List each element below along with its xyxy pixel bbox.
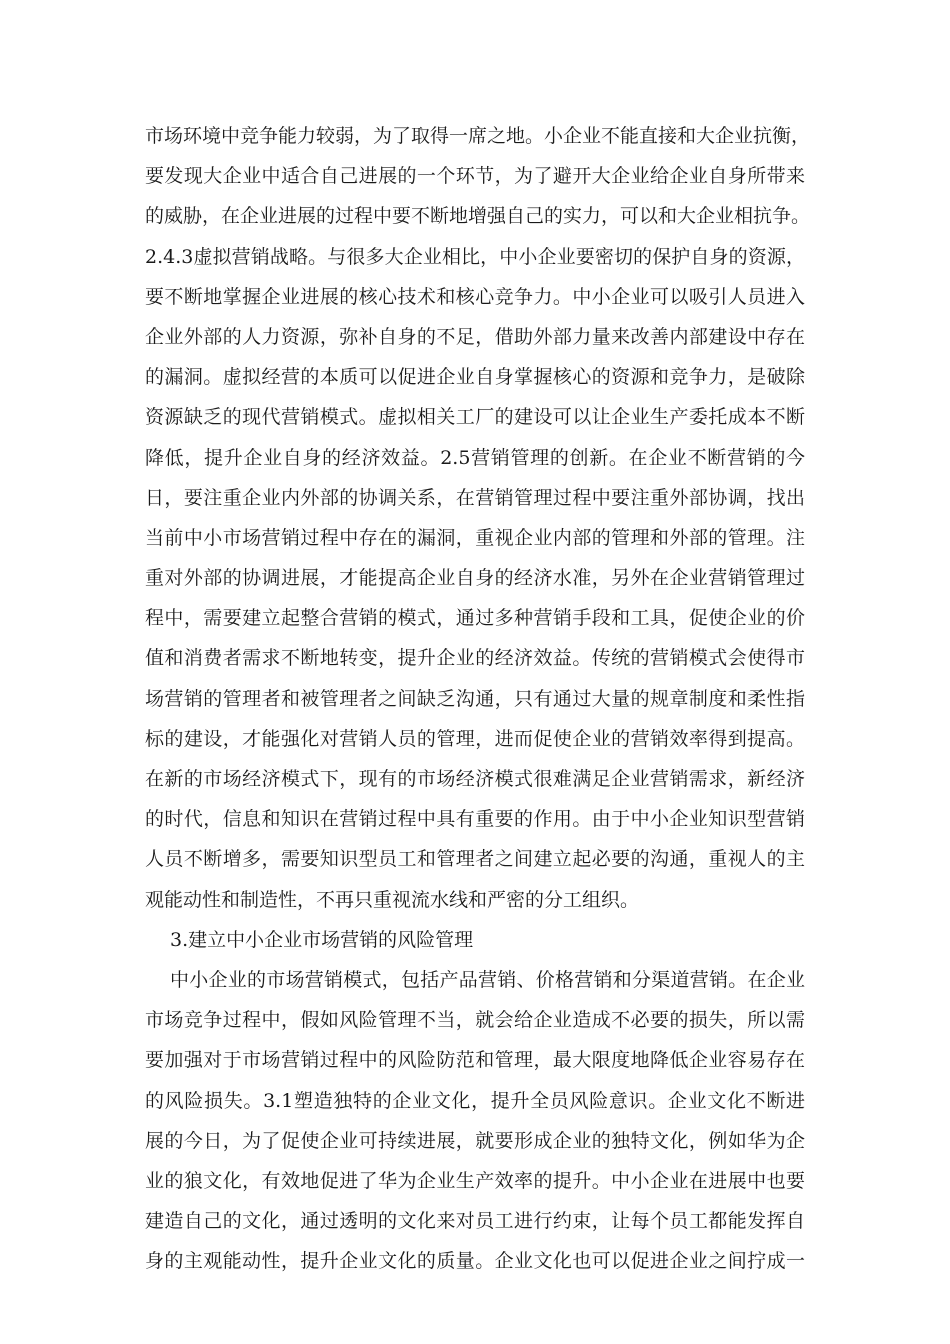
text-line: 日，要注重企业内外部的协调关系，在营销管理过程中要注重外部协调，找出 (145, 486, 805, 509)
text-line: 资源缺乏的现代营销模式。虚拟相关工厂的建设可以让企业生产委托成本不断 (145, 406, 805, 429)
text-line: 要不断地掌握企业进展的核心技术和核心竞争力。中小企业可以吸引人员进入 (145, 285, 805, 308)
text-line: 业的狼文化，有效地促进了华为企业生产效率的提升。中小企业在进展中也要 (145, 1169, 805, 1192)
text-line: 人员不断增多，需要知识型员工和管理者之间建立起必要的沟通，重视人的主 (145, 848, 805, 871)
text-line: 的漏洞。虚拟经营的本质可以促进企业自身掌握核心的资源和竞争力，是破除 (145, 366, 805, 389)
text-line: 场营销的管理者和被管理者之间缺乏沟通，只有通过大量的规章制度和柔性指 (145, 687, 805, 710)
text-line: 观能动性和制造性，不再只重视流水线和严密的分工组织。 (145, 888, 640, 911)
text-line: 市场竞争过程中，假如风险管理不当，就会给企业造成不必要的损失，所以需 (145, 1009, 805, 1032)
text-line: 企业外部的人力资源，弥补自身的不足，借助外部力量来改善内部建设中存在 (145, 325, 805, 348)
text-line: 程中，需要建立起整合营销的模式，通过多种营销手段和工具，促使企业的价 (145, 607, 805, 630)
text-line: 当前中小市场营销过程中存在的漏洞，重视企业内部的管理和外部的管理。注 (145, 526, 805, 549)
text-line: 的时代，信息和知识在营销过程中具有重要的作用。由于中小企业知识型营销 (145, 808, 805, 831)
body-text (145, 116, 811, 1281)
text-line: 建造自己的文化，通过透明的文化来对员工进行约束，让每个员工都能发挥自 (145, 1210, 805, 1233)
text-line: 中小企业的市场营销模式，包括产品营销、价格营销和分渠道营销。在企业 (170, 968, 805, 991)
text-line: 2.4.3虚拟营销战略。与很多大企业相比，中小企业要密切的保护自身的资源， (145, 245, 805, 268)
text-line: 展的今日，为了促使企业可持续进展，就要形成企业的独特文化，例如华为企 (145, 1129, 805, 1152)
text-line: 的威胁，在企业进展的过程中要不断地增强自己的实力，可以和大企业相抗争。 (145, 205, 811, 228)
section-heading: 3.建立中小企业市场营销的风险管理 (170, 928, 474, 951)
text-line: 在新的市场经济模式下，现有的市场经济模式很难满足企业营销需求，新经济 (145, 768, 805, 790)
text-line: 值和消费者需求不断地转变，提升企业的经济效益。传统的营销模式会使得市 (145, 647, 805, 670)
text-line: 市场环境中竞争能力较弱，为了取得一席之地。小企业不能直接和大企业抗衡， (145, 125, 811, 147)
text-line: 要发现大企业中适合自己进展的一个环节，为了避开大企业给企业自身所带来 (145, 165, 805, 188)
text-line: 重对外部的协调进展，才能提高企业自身的经济水准，另外在企业营销管理过 (145, 567, 805, 590)
text-line: 的风险损失。3.1塑造独特的企业文化，提升全员风险意识。企业文化不断进 (145, 1089, 805, 1112)
text-line: 身的主观能动性，提升企业文化的质量。企业文化也可以促进企业之间拧成一 (145, 1250, 805, 1273)
text-line: 降低，提升企业自身的经济效益。2.5营销管理的创新。在企业不断营销的今 (145, 446, 805, 469)
text-line: 标的建设，才能强化对营销人员的管理，进而促使企业的营销效率得到提高。 (145, 727, 805, 750)
text-line: 要加强对于市场营销过程中的风险防范和管理，最大限度地降低企业容易存在 (145, 1049, 805, 1072)
